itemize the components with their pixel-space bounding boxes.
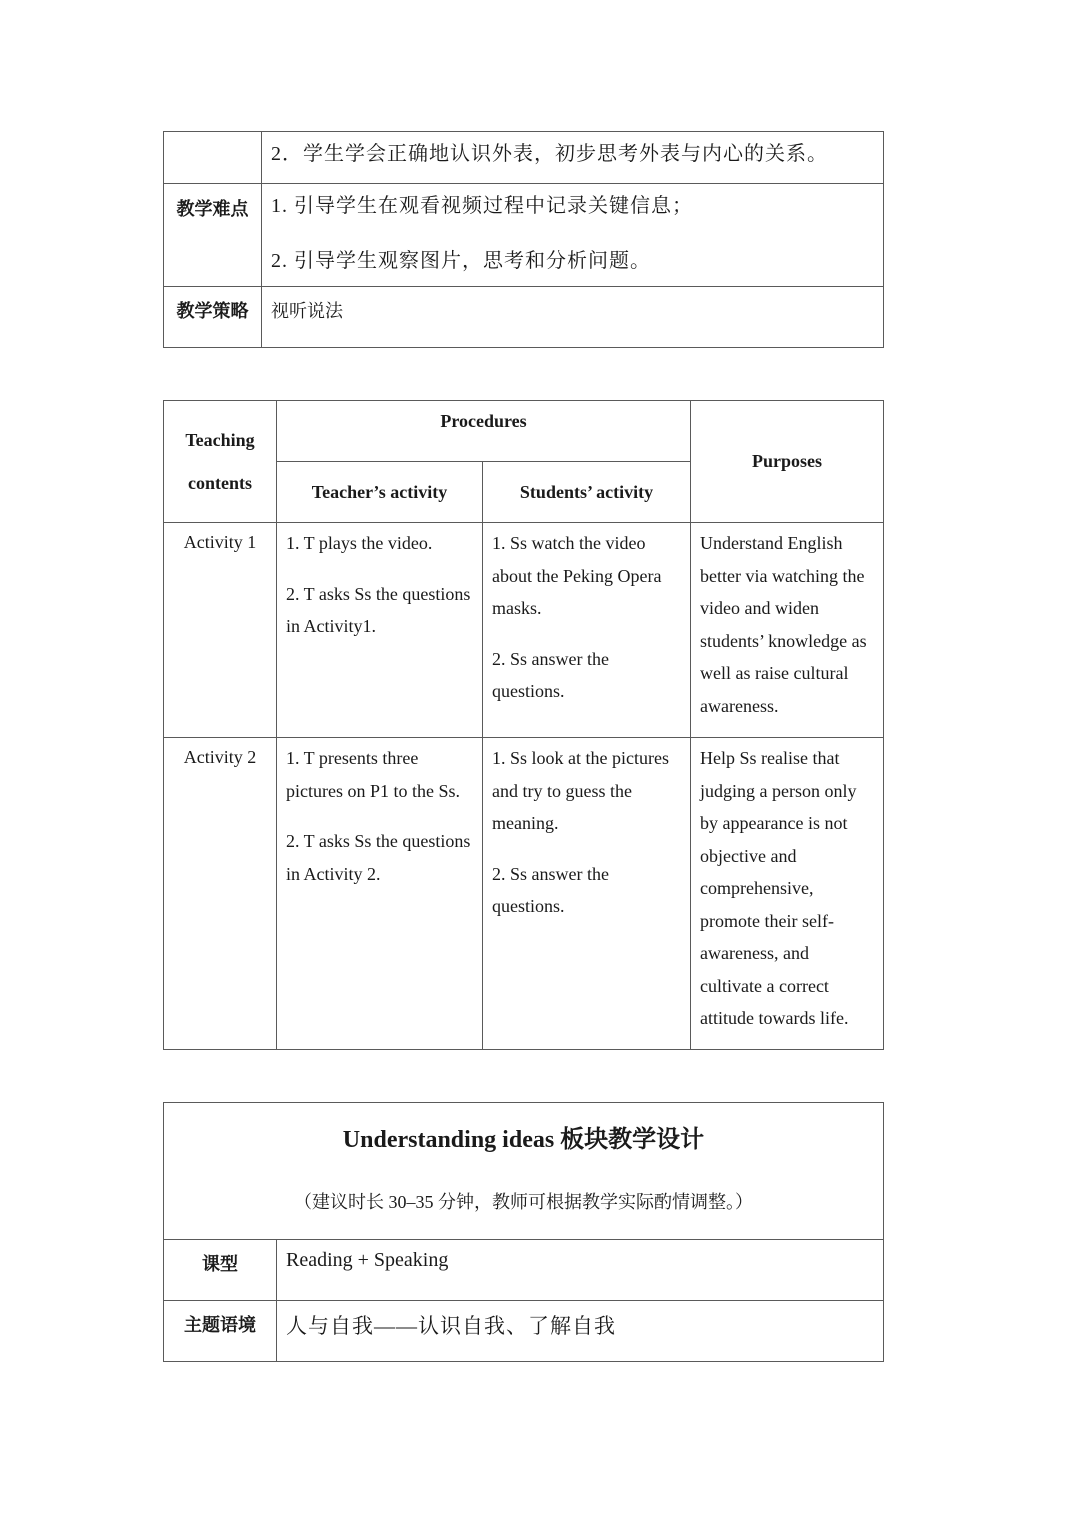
procedures-header: Procedures <box>277 401 691 462</box>
class-type-label: 课型 <box>164 1240 277 1301</box>
empty-label-cell <box>164 132 262 184</box>
activity-2-purpose-text: Help Ss realise that judging a person only by appearance is not objective and comprehensive, promote their self-awareness, and cultivate a correct attitude towards life. <box>700 748 857 1028</box>
activity-2-students <box>483 738 691 1050</box>
procedures-table <box>163 400 884 1050</box>
difficulty-item-1: 1. 引导学生在观看视频过程中记录关键信息； <box>271 195 693 217</box>
purposes-header: Purposes <box>691 401 884 523</box>
activity-2-teacher-step-2: 2. T asks Ss the questions in Activity 2. <box>286 831 471 884</box>
theme-label: 主题语境 <box>164 1301 277 1362</box>
activity-2-purpose <box>691 738 884 1050</box>
activity-2-label: Activity 2 <box>164 738 277 1050</box>
theme-value: 人与自我——认识自我、了解自我 <box>277 1301 884 1362</box>
class-type-value: Reading + Speaking <box>277 1240 884 1301</box>
activity-1-students-step-2: 2. Ss answer the questions. <box>492 648 609 701</box>
title-cell <box>164 1103 884 1240</box>
activity-1-teacher-step-1: 1. T plays the video. <box>286 533 433 553</box>
activity-1-purpose-text: Understand English better via watching the video and widen students’ knowledge as well as raise cultural awareness. <box>700 533 867 716</box>
teacher-activity-header: Teacher’s activity <box>277 462 483 523</box>
activity-1-label: Activity 1 <box>164 523 277 738</box>
teaching-contents-line2: contents <box>188 472 252 493</box>
teaching-contents-line1: Teaching <box>185 429 255 450</box>
activity-2-teacher <box>277 738 483 1050</box>
objectives-table <box>163 131 884 348</box>
activity-1-students <box>483 523 691 738</box>
activity-1-teacher <box>277 523 483 738</box>
section-title: Understanding ideas 板块教学设计 <box>342 1127 705 1153</box>
activity-1-students-step-1: 1. Ss watch the video about the Peking Opera masks. <box>492 533 662 618</box>
activity-1-purpose <box>691 523 884 738</box>
strategy-value: 视听说法 <box>262 287 884 348</box>
activity-2-teacher-step-1: 1. T presents three pictures on P1 to the Ss. <box>286 748 460 801</box>
difficulty-label: 教学难点 <box>164 184 262 287</box>
activity-1-teacher-step-2: 2. T asks Ss the questions in Activity1. <box>286 583 471 636</box>
duration-note: （建议时长 30–35 分钟，教师可根据教学实际酌情调整。） <box>294 1192 753 1212</box>
students-activity-header: Students’ activity <box>483 462 691 523</box>
strategy-label: 教学策略 <box>164 287 262 348</box>
understanding-ideas-table <box>163 1102 884 1362</box>
difficulty-cell <box>262 184 884 287</box>
objective-item-2: 2．学生学会正确地认识外表，初步思考外表与内心的关系。 <box>262 132 884 184</box>
difficulty-item-2: 2. 引导学生观察图片，思考和分析问题。 <box>271 250 651 272</box>
activity-2-students-step-2: 2. Ss answer the questions. <box>492 863 609 916</box>
activity-2-students-step-1: 1. Ss look at the pictures and try to guess the meaning. <box>492 748 669 833</box>
teaching-contents-header <box>164 401 277 523</box>
